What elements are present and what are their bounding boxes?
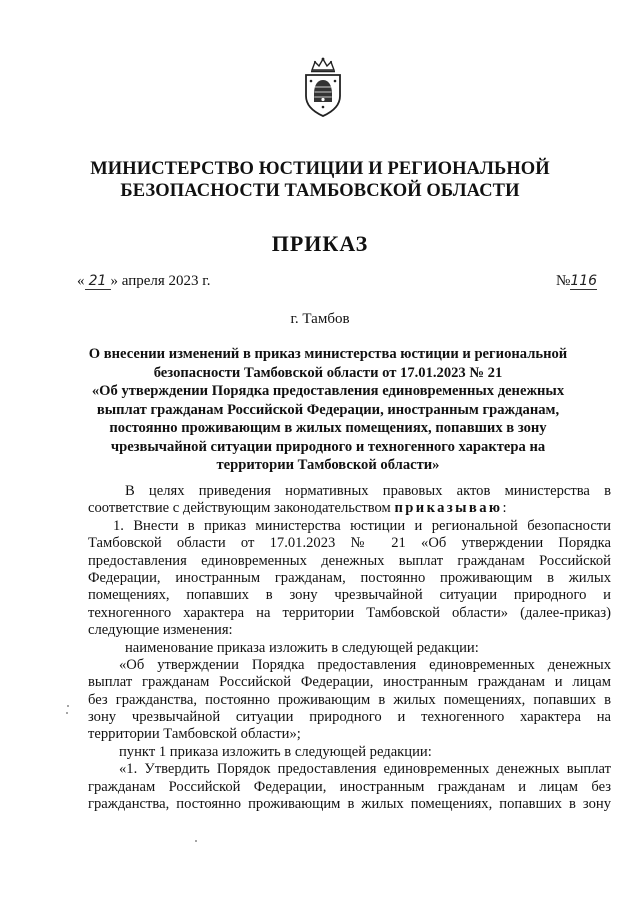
preamble-line: В целях приведения нормативных правовых актов министерства в — [125, 483, 611, 499]
clause-line: предоставления единовременных денежных выплат гражданам Российской — [88, 552, 611, 569]
quote-line: выплат гражданам Российской Федерации, иностранным гражданам и лицам — [88, 674, 611, 691]
preamble-line — [88, 500, 611, 517]
subject-line: постоянно проживающим в жилых помещениях, попавших в зону — [109, 420, 547, 436]
ministry-name — [40, 158, 600, 202]
clause-line: 1. Внести в приказ министерства юстиции и региональной безопасности — [113, 517, 611, 534]
scan-speck — [66, 712, 68, 714]
quote-line: гражданам Российской Федерации, иностранным гражданам и лицам без — [88, 778, 611, 795]
number-handwritten: 116 — [570, 273, 598, 289]
coat-of-arms-emblem — [298, 56, 348, 118]
date-open-quote: « — [77, 273, 85, 289]
date-month-year: апреля 2023 г. — [118, 273, 211, 289]
clause-line: Тамбовской области от 17.01.2023 № 21 «Об утверждении Порядка — [88, 535, 611, 552]
quote-line: без гражданства, постоянно проживающим в жилых помещениях, попавших в — [88, 691, 611, 708]
subject-line: О внесении изменений в приказ министерства юстиции и региональной — [88, 346, 568, 362]
preamble-colon: : — [502, 500, 507, 517]
subject-line: выплат гражданам Российской Федерации, иностранным гражданам, — [96, 401, 560, 418]
quote-line: зону чрезвычайной ситуации природного и техногенного характера на — [88, 709, 611, 726]
date-close-quote: » — [110, 273, 118, 289]
clause-line: пункт 1 приказа изложить в следующей редакции: — [119, 743, 432, 760]
order-subject — [88, 345, 568, 475]
subject-line: территории Тамбовской области» — [216, 457, 440, 473]
page-title: ПРИКАЗ — [271, 231, 369, 256]
order-date — [77, 273, 211, 290]
clause-line: техногенного характера на территории Тамбовской области» (далее-приказ) — [88, 604, 611, 621]
scan-speck — [195, 840, 197, 842]
quote-line: «Об утверждении Порядка предоставления единовременных денежных — [119, 656, 611, 673]
clause-line: помещениях, попавших в зону чрезвычайной ситуации природного и — [88, 587, 611, 604]
quote-line: «1. Утвердить Порядок предоставления единовременных денежных выплат — [119, 761, 611, 778]
clause-line: следующие изменения: — [88, 622, 233, 639]
order-number — [556, 273, 597, 290]
date-day-handwritten: 21 — [85, 273, 111, 290]
order-body — [88, 483, 611, 813]
subject-line: «Об утверждении Порядка предоставления единовременных денежных — [91, 383, 565, 399]
city: г. Тамбов — [290, 311, 350, 327]
subject-line: чрезвычайной ситуации природного и техногенного характера на — [110, 438, 546, 455]
ministry-name-line1: МИНИСТЕРСТВО ЮСТИЦИИ И РЕГИОНАЛЬНОЙ — [90, 159, 550, 179]
preamble-text: соответствие с действующим законодательством — [88, 500, 395, 517]
subject-line: безопасности Тамбовской области от 17.01.2023 № 21 — [153, 364, 503, 381]
quote-line: территории Тамбовской области»; — [88, 726, 301, 743]
scan-speck — [67, 705, 69, 707]
clause-line: наименование приказа изложить в следующей редакции: — [125, 639, 479, 656]
order-keyword: приказываю — [394, 500, 503, 517]
ministry-name-line2: БЕЗОПАСНОСТИ ТАМБОВСКОЙ ОБЛАСТИ — [120, 181, 520, 201]
clause-line: Федерации, иностранным гражданам, постоянно проживающим в жилых — [88, 569, 611, 586]
quote-line: гражданства, постоянно проживающим в жилых помещениях, попавших в зону — [88, 796, 611, 813]
number-sign: № — [556, 273, 571, 289]
